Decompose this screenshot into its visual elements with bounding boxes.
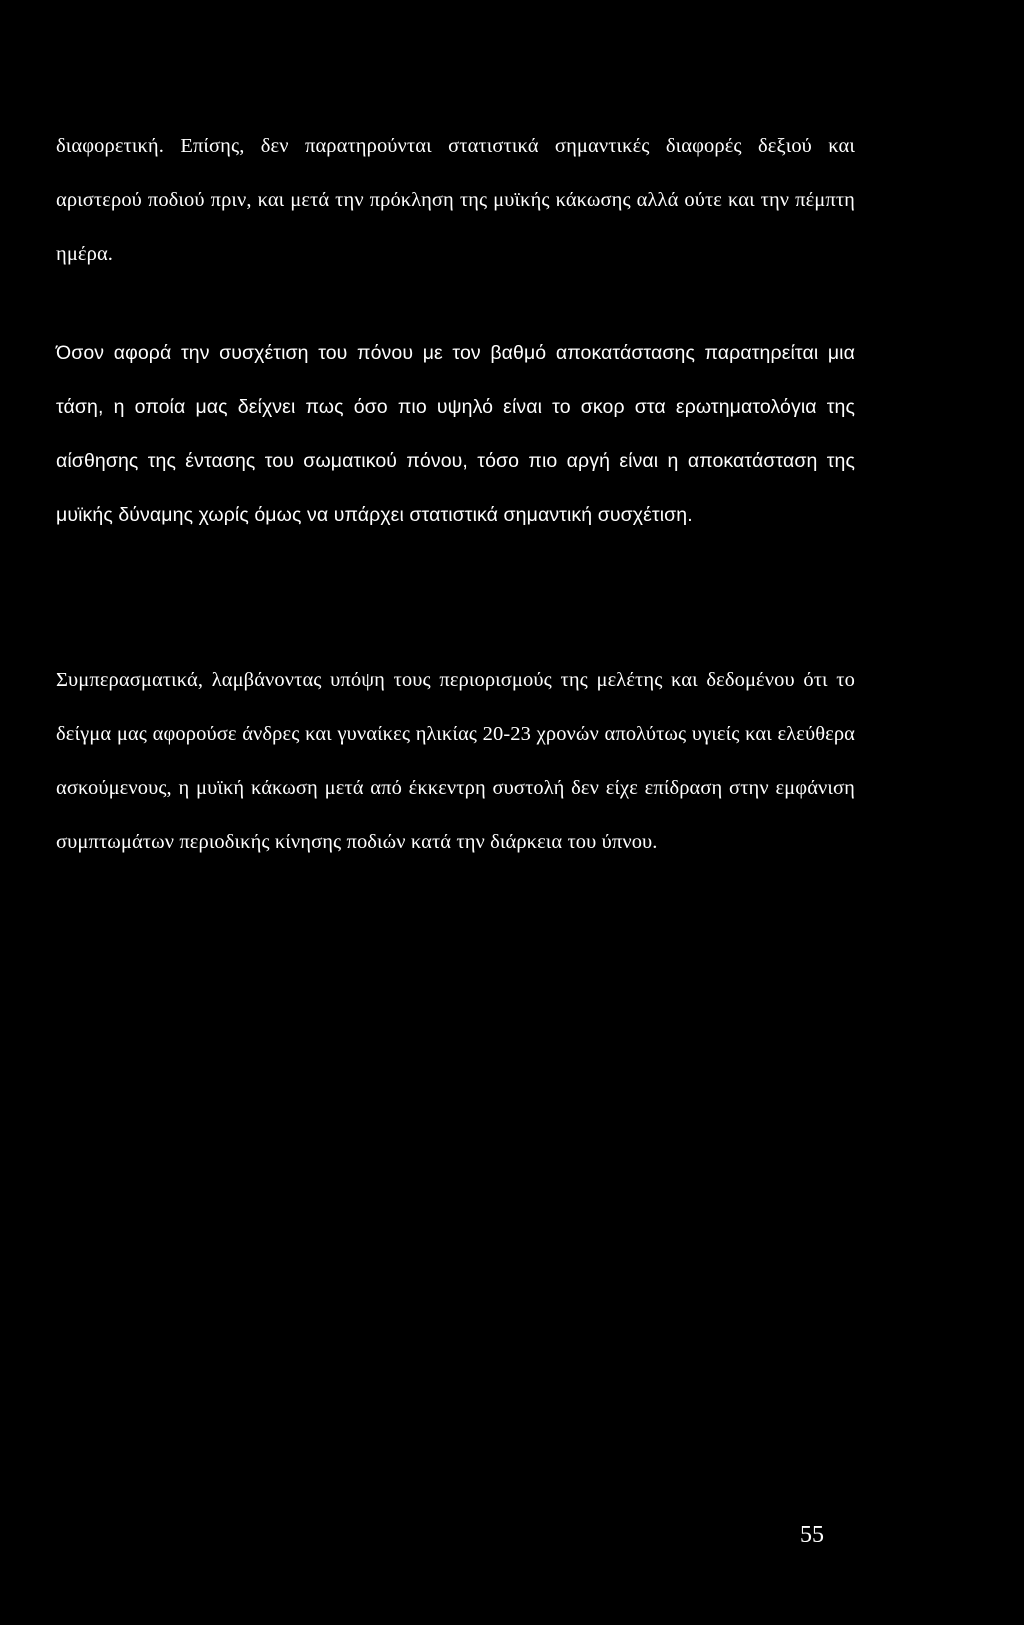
- paragraph-pain-correlation: Όσον αφορά την συσχέτιση του πόνου με τον βαθμό αποκατάστασης παρατηρείται μια τάση, η οποία μας δείχνει πως όσο πιο υψηλό είναι το σκορ στα ερωτηματολόγια της αίσθησης της έντασης του σωματικού πόνου, τόσο πιο αργή είναι η αποκατάσταση της μυϊκής δύναμης χωρίς όμως να υπάρχει στατιστικά σημαντική συσχέτιση.: [56, 342, 855, 526]
- paragraph-summary: Συμπερασματικά, λαμβάνοντας υπόψη τους περιορισμούς της μελέτης και δεδομένου ότι το δείγμα μας αφορούσε άνδρες και γυναίκες ηλικίας 20-23 χρονών απολύτως υγιείς και ελεύθερα ασκούμενους, η μυϊκή κάκωση μετά από έκκεντρη συστολή δεν είχε επίδραση στην εμφάνιση συμπτωμάτων περιοδικής κίνησης ποδιών κατά την διάρκεια του ύπνου.: [56, 669, 855, 853]
- page-number: 55: [800, 1522, 824, 1548]
- paragraph-conclusion-differences: διαφορετική. Επίσης, δεν παρατηρούνται στατιστικά σημαντικές διαφορές δεξιού και αριστερού ποδιού πριν, και μετά την πρόκληση της μυϊκής κάκωσης αλλά ούτε και την πέμπτη ημέρα.: [56, 135, 855, 265]
